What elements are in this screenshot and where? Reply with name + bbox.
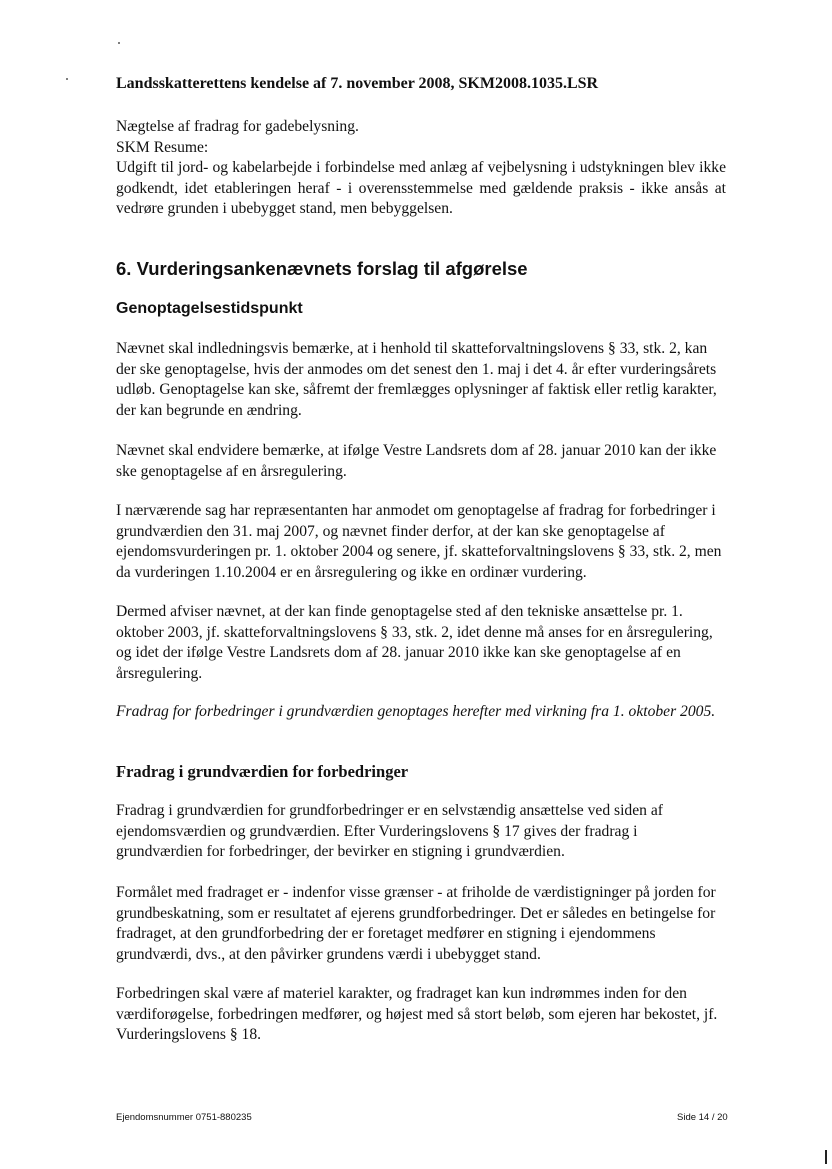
footer-property-number: Ejendomsnummer 0751-880235 bbox=[116, 1112, 252, 1123]
sub-heading: Fradrag i grundværdien for forbedringer bbox=[116, 762, 409, 781]
section-heading: 6. Vurderingsankenævnets forslag til afgørelse bbox=[116, 258, 528, 279]
footer-page-number: Side 14 / 20 bbox=[677, 1112, 728, 1123]
paragraph: Dermed afviser nævnet, at der kan finde genoptagelse sted af den tekniske ansættelse pr. 1. oktober 2003, jf. skatteforvaltningslovens § 33, stk. 2, idet denne må anses for en årsregulering, og idet der ifølge Vestre Landsrets dom af 28. januar 2010 ikke kan ske genoptagelse af en årsregulering. bbox=[116, 603, 713, 682]
paragraph: I nærværende sag har repræsentanten har anmodet om genoptagelse af fradrag for forbedringer i grundværdien den 31. maj 2007, og nævnet finder derfor, at der kan ske genoptagelse af ejendomsvurderingen pr. 1. oktober 2004 og senere, jf. skatteforvaltningslovens § 33, stk. 2, men da vurderingen 1.10.2004 er en årsregulering og ikke en ordinær vurdering. bbox=[116, 502, 722, 581]
ruling-line: SKM Resume: bbox=[116, 138, 209, 156]
ruling-summary bbox=[116, 117, 726, 220]
paragraph: Fradrag i grundværdien for grundforbedringer er en selvstændig ansættelse ved siden af ejendomsværdien og grundværdien. Efter Vurderingslovens § 17 gives der fradrag i grundværdien for forbedringer, der bevirker en stigning i grundværdien. bbox=[116, 802, 663, 860]
scan-edge-mark bbox=[825, 1150, 827, 1164]
ruling-line: Nægtelse af fradrag for gadebelysning. bbox=[116, 118, 359, 135]
sub-heading: Genoptagelsestidspunkt bbox=[116, 300, 303, 317]
scan-speck bbox=[66, 78, 68, 80]
italic-note: Fradrag for forbedringer i grundværdien genoptages herefter med virkning fra 1. oktober 2005. bbox=[116, 703, 716, 720]
paragraph: Nævnet skal endvidere bemærke, at ifølge Vestre Landsrets dom af 28. januar 2010 kan der ikke ske genoptagelse af en årsregulering. bbox=[116, 442, 717, 480]
paragraph: Forbedringen skal være af materiel karakter, og fradraget kan kun indrømmes inden for den værdiforøgelse, forbedringen medfører, og højest med så stort beløb, som ejeren har bekostet, jf. Vurderingslovens § 18. bbox=[116, 985, 718, 1043]
ruling-title: Landsskatterettens kendelse af 7. november 2008, SKM2008.1035.LSR bbox=[116, 75, 599, 92]
paragraph: Formålet med fradraget er - indenfor visse grænser - at friholde de værdistigninger på jorden for grundbeskatning, som er resultatet af ejerens grundforbedringer. Det er således en betingelse for fradraget, at den grundforbedring der er foretaget medfører en stigning i ejendommens grundværdi, dvs., at den påvirker grundens værdi i ubebygget stand. bbox=[116, 884, 716, 963]
paragraph: Nævnet skal indledningsvis bemærke, at i henhold til skatteforvaltningslovens § 33, stk. 2, kan der ske genoptagelse, hvis der anmodes om det senest den 1. maj i det 4. år efter vurderingsårets udløb. Genoptagelse kan ske, såfremt der fremlægges oplysninger af faktisk eller retlig karakter, der kan begrunde en ændring. bbox=[116, 340, 717, 419]
scan-speck bbox=[118, 42, 120, 44]
ruling-resume: Udgift til jord- og kabelarbejde i forbindelse med anlæg af vejbelysning i udstykningen blev ikke godkendt, idet etableringen heraf - i overensstemmelse med gældende praksis - ikke ansås at vedrøre grunden i ubebygget stand, men bebyggelsen. bbox=[116, 159, 726, 217]
